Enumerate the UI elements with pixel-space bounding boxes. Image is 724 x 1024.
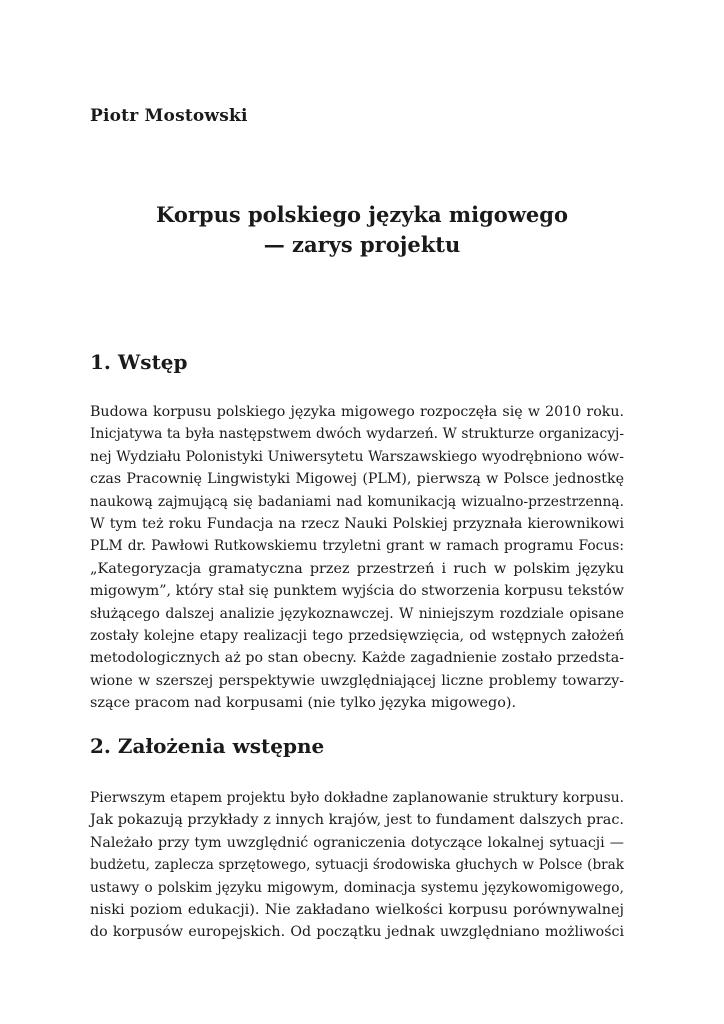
text-line: niski poziom edukacji). Nie zakładano wielkości korpusu porównywalnej	[90, 902, 624, 919]
section-paragraph-assumptions	[90, 787, 624, 944]
text-line: szące pracom nad korpusami (nie tylko języka migowego).	[90, 695, 517, 712]
text-line: W tym też roku Fundacja na rzecz Nauki Polskiej przyznała kierownikowi	[90, 516, 624, 533]
chapter-title-line-2: — zarys projektu	[263, 232, 461, 257]
text-line: „Kategoryzacja gramatyczna przez przestrzeń i ruch w polskim języku	[90, 560, 624, 577]
text-line: nej Wydziału Polonistyki Uniwersytetu Warszawskiego wyodrębniono wów-	[90, 448, 624, 465]
text-line: Należało przy tym uwzględnić ograniczenia dotyczące lokalnej sytuacji —	[90, 834, 624, 851]
author-name: Piotr Mostowski	[90, 106, 248, 126]
text-line: Pierwszym etapem projektu było dokładne zaplanowanie struktury korpusu.	[90, 790, 624, 806]
section-heading-introduction: 1. Wstęp	[90, 350, 188, 374]
text-line: PLM dr. Pawłowi Rutkowskiemu trzyletni grant w ramach programu Focus:	[90, 538, 624, 555]
text-line: Budowa korpusu polskiego języka migowego rozpoczęła się w 2010 roku.	[90, 404, 624, 420]
chapter-title	[0, 200, 724, 260]
section-paragraph-introduction	[90, 401, 624, 715]
text-line: Inicjatywa ta była następstwem dwóch wydarzeń. W strukturze organizacyj-	[90, 426, 624, 443]
text-line: wione w szerszej perspektywie uwzględniającej liczne problemy towarzy-	[90, 672, 624, 689]
section-heading-assumptions: 2. Założenia wstępne	[90, 734, 325, 758]
text-line: metodologicznych aż po stan obecny. Każde zagadnienie zostało przedsta-	[90, 650, 624, 667]
text-line: budżetu, zaplecza sprzętowego, sytuacji środowiska głuchych w Polsce (brak	[90, 857, 624, 874]
text-line: do korpusów europejskich. Od początku jednak uwzględniano możliwości	[90, 924, 624, 941]
text-line: ustawy o polskim języku migowym, dominacja systemu językowomigowego,	[90, 879, 624, 896]
chapter-title-line-1: Korpus polskiego języka migowego	[156, 202, 568, 227]
text-line: zostały kolejne etapy realizacji tego przedsięwzięcia, od wstępnych założeń	[90, 628, 624, 645]
text-line: naukową zajmującą się badaniami nad komunikacją wizualno-przestrzenną.	[90, 493, 624, 510]
text-line: czas Pracownię Lingwistyki Migowej (PLM), pierwszą w Polsce jednostkę	[90, 471, 624, 488]
text-line: Jak pokazują przykłady z innych krajów, jest to fundament dalszych prac.	[90, 812, 624, 829]
text-line: służącego dalszej analizie językoznawczej. W niniejszym rozdziale opisane	[90, 605, 624, 622]
text-line: migowym”, który stał się punktem wyjścia do stworzenia korpusu tekstów	[90, 583, 624, 600]
